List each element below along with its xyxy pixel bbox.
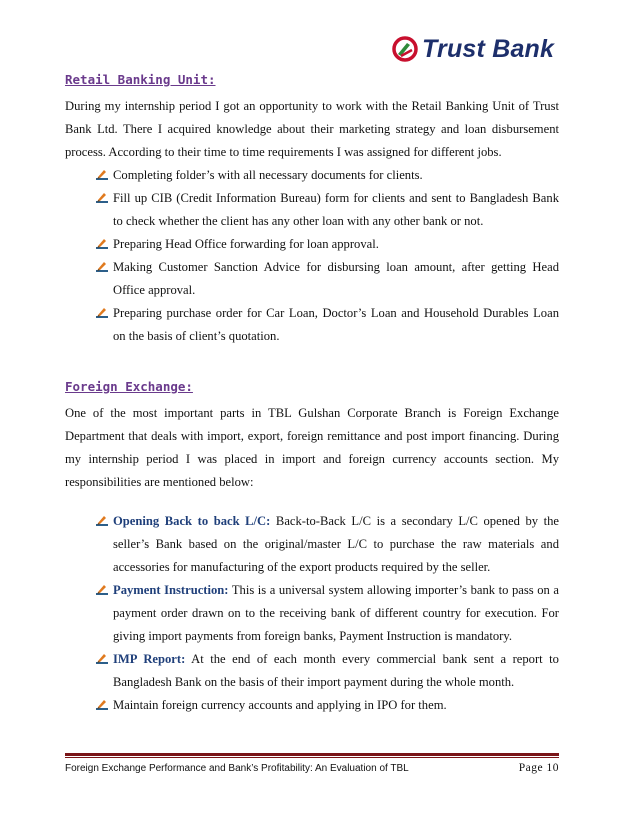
retail-list	[65, 164, 559, 348]
pen-bullet-icon	[95, 699, 109, 711]
retail-list-item	[65, 187, 559, 233]
retail-intro: During my internship period I got an opportunity to work with the Retail Banking Unit of Trust Bank Ltd. There I acquired knowledge about their marketing strategy and loan disbursement process. According to their time to time requirements I was assigned for different jobs.	[65, 99, 559, 159]
footer-rule	[65, 753, 559, 756]
forex-list-item	[65, 648, 559, 694]
retail-list-item	[65, 164, 559, 187]
forex-item-lead: Opening Back to back L/C:	[113, 514, 271, 528]
pen-bullet-icon	[95, 653, 109, 665]
retail-item-text: Completing folder’s with all necessary documents for clients.	[113, 168, 423, 182]
pen-bullet-icon	[95, 169, 109, 181]
retail-item-text: Fill up CIB (Credit Information Bureau) form for clients and sent to Bangladesh Bank to check whether the client has any other loan with any other bank or not.	[113, 191, 559, 228]
forex-item-text: Back-to-Back L/C is a secondary L/C opened by the seller’s Bank based on the original/master L/C to purchase the raw materials and accessories for manufacturing of the export products required by the seller.	[113, 514, 559, 574]
pen-bullet-icon	[95, 238, 109, 250]
pen-bullet-icon	[95, 192, 109, 204]
forex-list-item	[65, 510, 559, 579]
retail-list-item	[65, 233, 559, 256]
brand-logo	[392, 34, 554, 64]
footer-title: Foreign Exchange Performance and Bank’s Profitability: An Evaluation of TBL	[65, 763, 409, 774]
page-number: Page 10	[518, 762, 559, 774]
pen-bullet-icon	[95, 307, 109, 319]
retail-item-text: Preparing Head Office forwarding for loan approval.	[113, 237, 379, 251]
pen-bullet-icon	[95, 515, 109, 527]
forex-item-lead: IMP Report:	[113, 652, 186, 666]
forex-list-item	[65, 579, 559, 648]
forex-intro: One of the most important parts in TBL Gulshan Corporate Branch is Foreign Exchange Department that deals with import, export, foreign remittance and post import financing. During my internship period I was placed in import and foreign currency accounts section. My responsibilities are mentioned below:	[65, 406, 559, 489]
forex-item-lead: Payment Instruction:	[113, 583, 229, 597]
retail-list-item	[65, 256, 559, 302]
forex-item-text: At the end of each month every commercial bank sent a report to Bangladesh Bank on the basis of their import payment during the whole month.	[113, 652, 559, 689]
forex-heading: Foreign Exchange:	[65, 379, 193, 394]
brand-name: Trust Bank	[422, 34, 555, 63]
retail-item-text: Making Customer Sanction Advice for disbursing loan amount, after getting Head Office approval.	[113, 260, 559, 297]
trust-bank-logo-icon	[392, 36, 418, 62]
retail-item-text: Preparing purchase order for Car Loan, Doctor’s Loan and Household Durables Loan on the basis of client’s quotation.	[113, 306, 559, 343]
retail-heading: Retail Banking Unit:	[65, 72, 216, 87]
forex-item-text: Maintain foreign currency accounts and applying in IPO for them.	[113, 698, 447, 712]
pen-bullet-icon	[95, 584, 109, 596]
footer-rule-thin	[65, 757, 559, 758]
retail-list-item	[65, 302, 559, 348]
forex-list	[65, 510, 559, 717]
forex-item-text: This is a universal system allowing importer’s bank to pass on a payment order drawn on to the receiving bank of different country for execution. For giving import payments from foreign banks, Payment Instruction is mandatory.	[113, 583, 559, 643]
pen-bullet-icon	[95, 261, 109, 273]
forex-list-item	[65, 694, 559, 717]
